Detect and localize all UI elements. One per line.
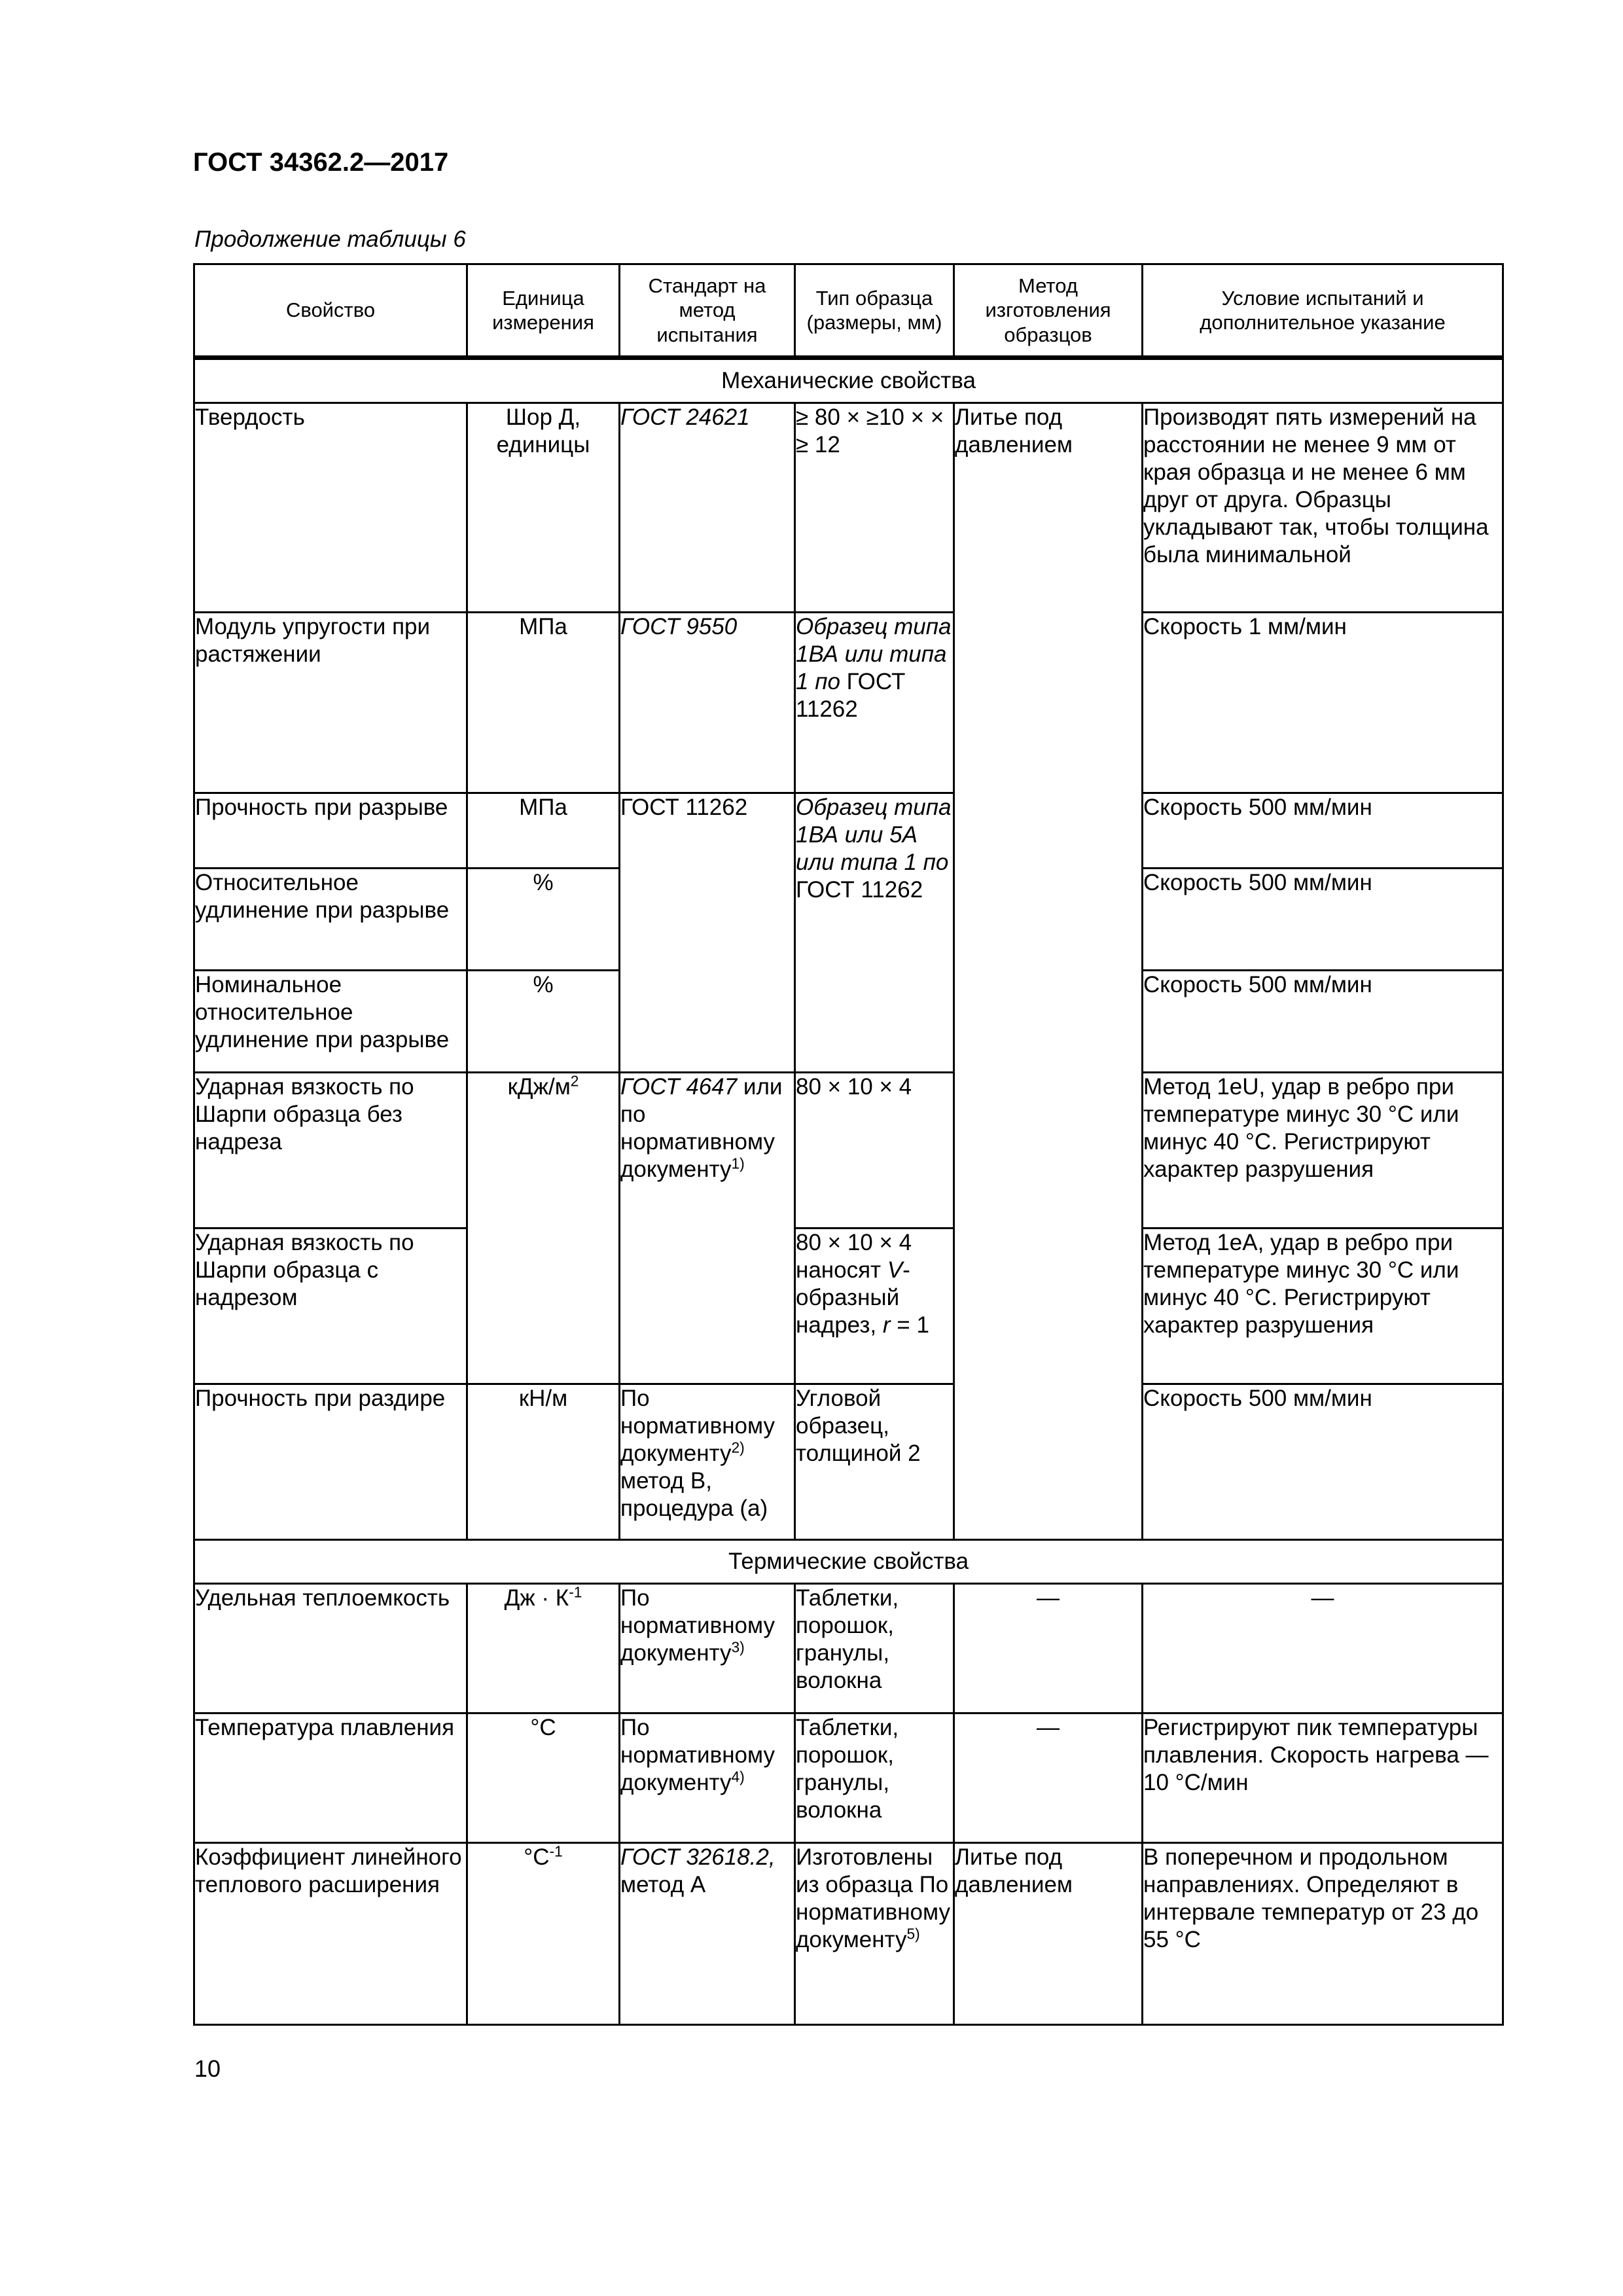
header-condition: Условие испытаний и дополнительное указание [1143, 264, 1503, 358]
document-code: ГОСТ 34362.2—2017 [193, 148, 449, 177]
table-row [194, 403, 1503, 613]
cell-standard [620, 1713, 795, 1843]
specimen-standard: ГОСТ 11262 [796, 877, 923, 903]
cell-specimen: Угловой образец, толщиной 2 [795, 1384, 954, 1540]
specimen-standard: ГОСТ 11262 [796, 669, 906, 722]
standard-code: ГОСТ 32618.2, [620, 1844, 776, 1870]
table-row [194, 1713, 1503, 1843]
table-row [194, 793, 1503, 869]
cell-standard: ГОСТ 24621 [620, 403, 795, 613]
unit-text: °С [524, 1844, 550, 1870]
specimen-v: V [887, 1257, 903, 1283]
cell-property: Относительное удлинение при разрыве [194, 869, 467, 971]
standard-method: метод А [620, 1872, 706, 1897]
cell-condition: Регистрируют пик температуры плавления. Скорость нагрева — 10 °С/мин [1143, 1713, 1503, 1843]
unit-superscript: -1 [549, 1842, 563, 1860]
unit-text: кДж/м [507, 1074, 571, 1100]
cell-condition: В поперечном и продольном направлениях. Определяют в интервале температур от 23 до 55 °С [1143, 1843, 1503, 2025]
cell-property: Ударная вязкость по Шарпи образца с надрезом [194, 1229, 467, 1384]
section-thermal: Термические свойства [194, 1540, 1503, 1584]
cell-unit: % [467, 869, 620, 971]
standard-method: метод В, процедура (а) [620, 1468, 768, 1521]
table-row [194, 1229, 1503, 1384]
cell-condition: Метод 1eA, удар в ребро при температуре минус 30 °С или минус 40 °С. Регистрируют характер разрушения [1143, 1229, 1503, 1384]
cell-condition: Скорость 1 мм/мин [1143, 613, 1503, 793]
properties-table [193, 263, 1504, 2026]
section-row [194, 1540, 1503, 1584]
cell-standard: ГОСТ 9550 [620, 613, 795, 793]
cell-property: Удельная теплоемкость [194, 1584, 467, 1713]
cell-specimen: Таблетки, порошок, гранулы, волокна [795, 1584, 954, 1713]
footnote-ref: 3) [731, 1638, 745, 1656]
footnote-ref: 1) [731, 1155, 745, 1172]
cell-unit: Шор Д, единицы [467, 403, 620, 613]
cell-property: Коэффициент линейного теплового расширения [194, 1843, 467, 2025]
cell-unit: кН/м [467, 1384, 620, 1540]
specimen-text: Изготовлены из образца По нормативному документу [796, 1844, 950, 1952]
header-standard: Стандарт на метод испытания [620, 264, 795, 358]
header-property: Свойство [194, 264, 467, 358]
section-mechanical: Механические свойства [194, 358, 1503, 403]
table-header-row [194, 264, 1503, 358]
cell-unit [467, 1843, 620, 2025]
cell-property: Температура плавления [194, 1713, 467, 1843]
standard-note: или по нормативному документу [620, 1074, 783, 1182]
cell-standard [620, 1073, 795, 1384]
specimen-text: Образец типа 1ВА или типа 1 по [796, 614, 952, 694]
cell-unit: МПа [467, 613, 620, 793]
page-number: 10 [194, 2055, 221, 2082]
cell-specimen [795, 613, 954, 793]
footnote-ref: 4) [731, 1768, 745, 1785]
cell-condition: Производят пять измерений на расстоянии не менее 9 мм от края образца и не менее 6 мм друг от друга. Образцы укладывают так, чтобы толщина была минимальной [1143, 403, 1503, 613]
standard-text: По нормативному документу [620, 1386, 775, 1466]
table-row [194, 1073, 1503, 1229]
cell-condition: Скорость 500 мм/мин [1143, 793, 1503, 869]
unit-superscript: 2 [570, 1072, 579, 1090]
section-row [194, 358, 1503, 403]
cell-condition: Метод 1eU, удар в ребро при температуре минус 30 °С или минус 40 °С. Регистрируют характер разрушения [1143, 1073, 1503, 1229]
specimen-text: 80 × 10 × 4 наносят [796, 1230, 912, 1283]
cell-specimen [795, 1843, 954, 2025]
cell-standard [620, 1384, 795, 1540]
cell-property: Прочность при раздире [194, 1384, 467, 1540]
table-row [194, 613, 1503, 793]
specimen-notch: -образный надрез, [796, 1257, 910, 1338]
cell-condition: Скорость 500 мм/мин [1143, 1384, 1503, 1540]
cell-specimen: ≥ 80 × ≥10 × × ≥ 12 [795, 403, 954, 613]
standard-text: По нормативному документу [620, 1715, 775, 1795]
cell-condition: Скорость 500 мм/мин [1143, 971, 1503, 1073]
standard-text: По нормативному документу [620, 1585, 775, 1666]
cell-unit [467, 1073, 620, 1384]
cell-property: Номинальное относительное удлинение при разрыве [194, 971, 467, 1073]
specimen-r-value: = 1 [897, 1312, 929, 1338]
cell-property: Твердость [194, 403, 467, 613]
unit-superscript: -1 [569, 1583, 582, 1601]
table-row [194, 1584, 1503, 1713]
table-caption: Продолжение таблицы 6 [194, 226, 466, 252]
cell-standard [620, 1843, 795, 2025]
specimen-text: Образец типа 1ВА или 5А или типа 1 по [796, 795, 952, 875]
header-method: Метод изготовления образцов [954, 264, 1143, 358]
footnote-ref: 2) [731, 1439, 745, 1456]
cell-standard: ГОСТ 11262 [620, 793, 795, 1073]
cell-unit: °С [467, 1713, 620, 1843]
cell-method: — [954, 1584, 1143, 1713]
cell-specimen: Таблетки, порошок, гранулы, волокна [795, 1713, 954, 1843]
cell-specimen [795, 1229, 954, 1384]
cell-method: Литье под давлением [954, 403, 1143, 1540]
cell-unit: МПа [467, 793, 620, 869]
header-unit: Единица измерения [467, 264, 620, 358]
specimen-r: r [882, 1312, 891, 1338]
cell-condition: Скорость 500 мм/мин [1143, 869, 1503, 971]
cell-unit: % [467, 971, 620, 1073]
cell-method: Литье под давлением [954, 1843, 1143, 2025]
cell-condition: — [1143, 1584, 1503, 1713]
standard-code: ГОСТ 4647 [620, 1074, 738, 1100]
cell-unit [467, 1584, 620, 1713]
cell-property: Прочность при разрыве [194, 793, 467, 869]
footnote-ref: 5) [906, 1925, 920, 1943]
cell-specimen [795, 793, 954, 1073]
cell-method: — [954, 1713, 1143, 1843]
table-row [194, 1384, 1503, 1540]
cell-property: Модуль упругости при растяжении [194, 613, 467, 793]
unit-text: Дж · К [504, 1585, 569, 1611]
table-row [194, 1843, 1503, 2025]
cell-property: Ударная вязкость по Шарпи образца без надреза [194, 1073, 467, 1229]
cell-specimen: 80 × 10 × 4 [795, 1073, 954, 1229]
header-specimen: Тип образца (размеры, мм) [795, 264, 954, 358]
cell-standard [620, 1584, 795, 1713]
